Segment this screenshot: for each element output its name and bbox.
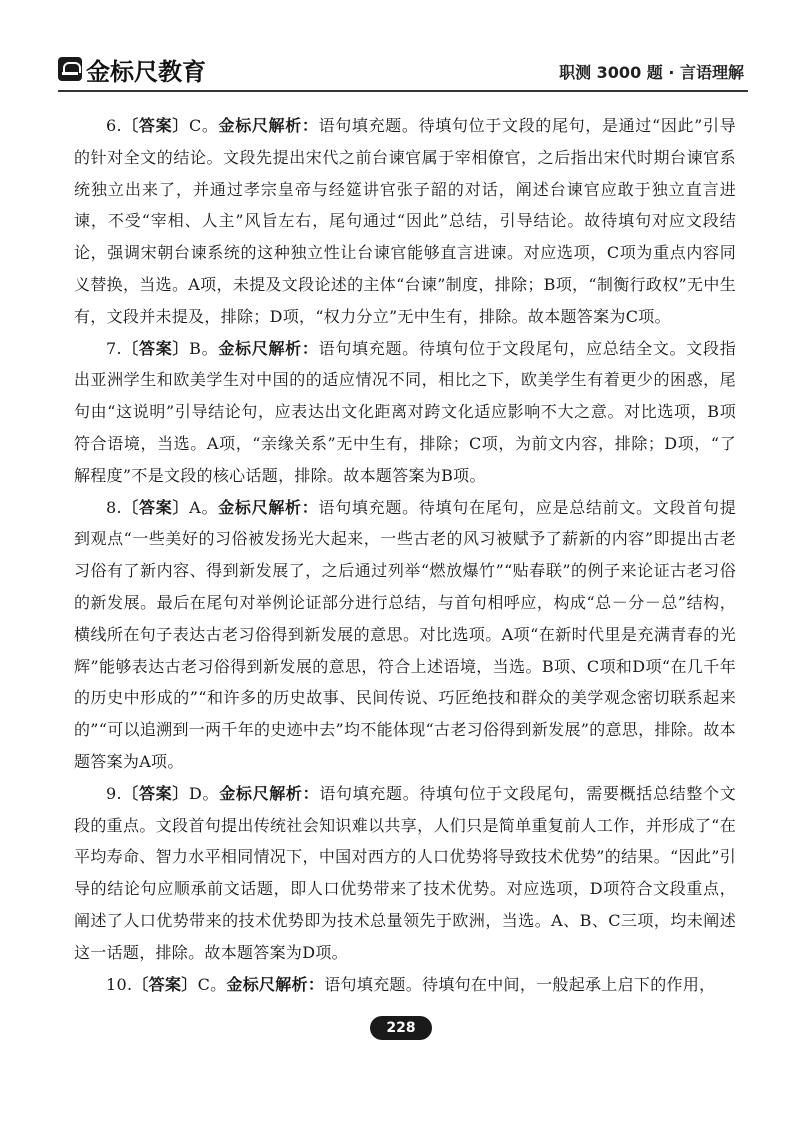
logo-text: 金标尺教育 <box>86 57 206 86</box>
entry-number: 6. <box>106 116 122 135</box>
analysis-label: 金标尺解析： <box>226 974 325 994</box>
answer-label: 〔答案〕 <box>121 783 189 803</box>
entry-6 <box>74 110 736 333</box>
answer-value: B。 <box>189 338 219 358</box>
analysis-text: 语句填充题。待填句位于文段尾句，需要概括总结整个文段的重点。文段首句提出传统社会知识难以共享，人们只是简单重复前人工作，并形成了“在平均寿命、智力水平相同情况下，中国对西方的人口优势将导致技术优势”的结果。“因此”引导的结论句应顺承前文话题，即人口优势带来了技术优势。对应选项，D项符合文段重点，阐述了人口优势带来的技术优势即为技术总量领先于欧洲，当选。A、B、C三项，均未阐述这一话题，排除。故本题答案为D项。 <box>74 783 736 962</box>
analysis-text: 语句填充题。待填句位于文段尾句，应总结全文。文段指出亚洲学生和欧美学生对中国的的适应情况不同，相比之下，欧美学生有着更少的困惑，尾句由“这说明”引导结论句，应表达出文化距离对跨文化适应影响不大之意。对比选项，B项符合语境，当选。A项，“亲缘关系”无中生有，排除；C项，为前文内容，排除；D项，“了解程度”不是文段的核心话题，排除。故本题答案为B项。 <box>74 338 736 485</box>
answer-value: C。 <box>197 974 227 994</box>
entry-9 <box>74 778 736 969</box>
entry-10 <box>74 969 736 1001</box>
analysis-text: 语句填充题。待填句位于文段的尾句，是通过“因此”引导的针对全文的结论。文段先提出宋代之前台谏官属于宰相僚官，之后指出宋代时期台谏官系统独立出来了，并通过孝宗皇帝与经筵讲官张子韶的对话，阐述台谏官应敢于独立直言进谏，不受“宰相、人主”风旨左右，尾句通过“因此”总结，引导结论。故待填句对应文段结论，强调宋朝台谏系统的这种独立性让台谏官能够直言进谏。对应选项，C项为重点内容同义替换，当选。A项，未提及文段论述的主体“台谏”制度，排除；B项，“制衡行政权”无中生有，文段并未提及，排除；D项，“权力分立”无中生有，排除。故本题答案为C项。 <box>74 116 736 326</box>
analysis-label: 金标尺解析： <box>218 497 319 517</box>
entry-8 <box>74 492 736 778</box>
analysis-label: 金标尺解析： <box>218 338 319 358</box>
entry-number: 8. <box>106 497 122 517</box>
answer-label: 〔答案〕 <box>121 338 190 358</box>
page-header <box>58 48 748 92</box>
answer-label: 〔答案〕 <box>121 116 189 135</box>
page-number <box>370 1016 432 1040</box>
entry-number: 9. <box>106 783 122 803</box>
answer-label: 〔答案〕 <box>132 974 198 994</box>
answer-label: 〔答案〕 <box>121 497 190 517</box>
book-title: 职测 3000 题 · 言语理解 <box>559 63 744 82</box>
entry-number: 10. <box>106 974 133 994</box>
logo-icon <box>58 57 82 81</box>
analysis-label: 金标尺解析： <box>218 116 319 135</box>
page-number-text: 228 <box>386 1020 416 1036</box>
answer-value: D。 <box>189 783 220 803</box>
answer-explanations <box>74 110 736 1000</box>
analysis-label: 金标尺解析： <box>219 783 320 803</box>
answer-value: C。 <box>188 116 219 135</box>
header-divider <box>58 90 748 92</box>
analysis-text: 语句填充题。待填句在中间，一般起承上启下的作用， <box>324 974 716 994</box>
answer-value: A。 <box>189 497 219 517</box>
entry-7 <box>74 333 736 492</box>
analysis-text: 语句填充题。待填句在尾句，应是总结前文。文段首句提到观点“一些美好的习俗被发扬光大起来，一些古老的风习被赋予了薪新的内容”即提出古老习俗有了新内容、得到新发展了，之后通过列举“燃放爆竹”“贴春联”的例子来论证古老习俗的新发展。最后在尾句对举例论证部分进行总结，与首句相呼应，构成“总－分－总”结构，横线所在句子表达古老习俗得到新发展的意思。对比选项。A项“在新时代里是充满青春的光辉”能够表达古老习俗得到新发展的意思，符合上述语境，当选。B项、C项和D项“在几千年的历史中形成的”“和许多的历史故事、民间传说、巧匠绝技和群众的美学观念密切联系起来的”“可以追溯到一两千年的史迹中去”均不能体现“古老习俗得到新发展”的意思，排除。故本题答案为A项。 <box>74 497 736 771</box>
entry-number: 7. <box>106 338 122 358</box>
publisher-logo <box>58 54 206 84</box>
